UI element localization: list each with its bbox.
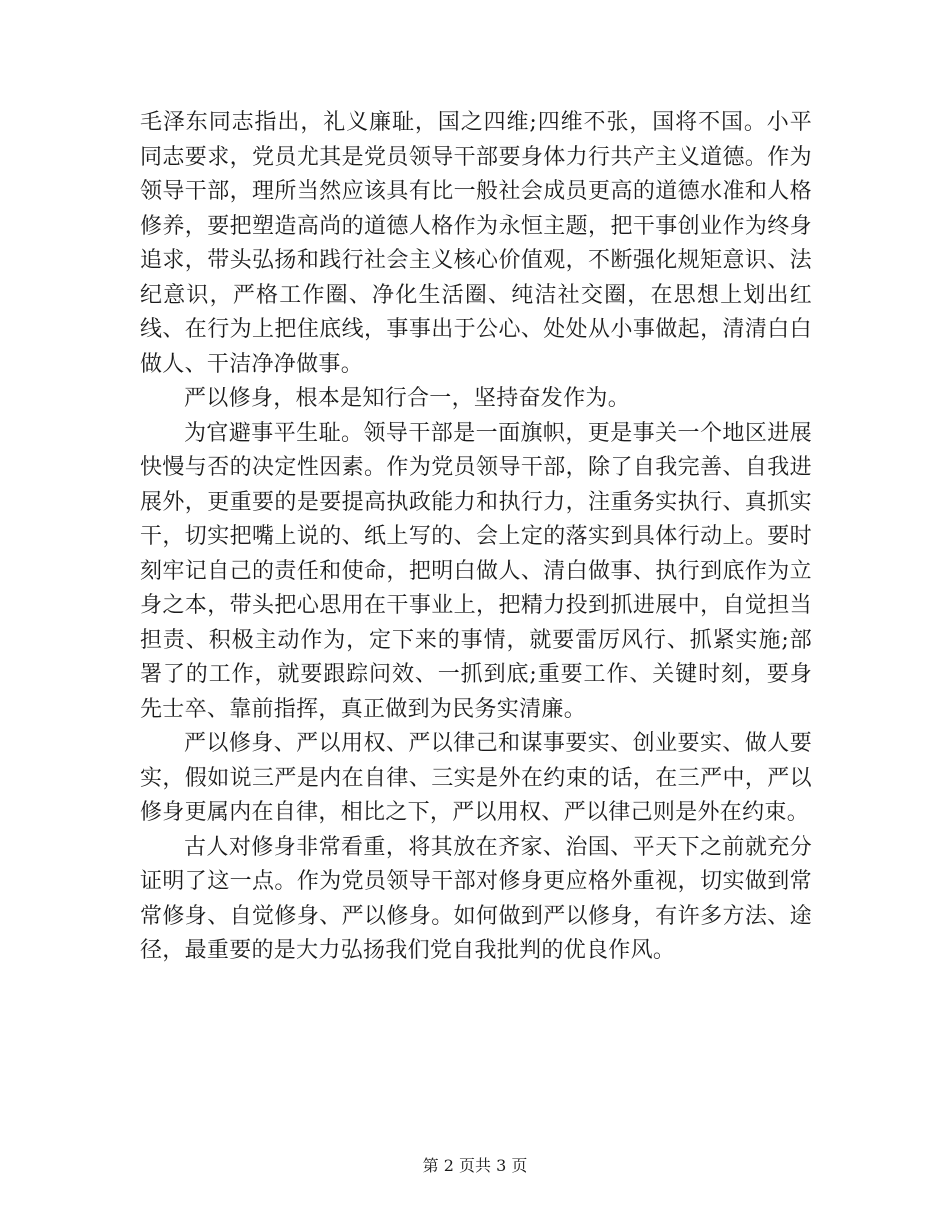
page-number-footer: 第 2 页共 3 页 (422, 1156, 528, 1175)
paragraph-2: 严以修身，根本是知行合一，坚持奋发作为。 (184, 386, 631, 411)
paragraph-4: 严以修身、严以用权、严以律己和谋事要实、创业要实、做人要实，假如说三严是内在自律、三实是外在约束的话，在三严中，严以修身更属内在自律，相比之下，严以用权、严以律己则是外在约束。 (140, 731, 812, 825)
paragraph-3: 为官避事平生耻。领导干部是一面旗帜，更是事关一个地区进展快慢与否的决定性因素。作为党员领导干部，除了自我完善、自我进展外，更重要的是要提高执政能力和执行力，注重务实执行、真抓实干，切实把嘴上说的、纸上写的、会上定的落实到具体行动上。要时刻牢记自己的责任和使命，把明白做人、清白做事、执行到底作为立身之本，带头把心思用在干事业上，把精力投到抓进展中，自觉担当担责、积极主动作为，定下来的事情，就要雷厉风行、抓紧实施;部署了的工作，就要跟踪问效、一抓到底;重要工作、关键时刻，要身先士卒、靠前指挥，真正做到为民务实清廉。 (140, 420, 812, 722)
paragraph-5: 古人对修身非常看重，将其放在齐家、治国、平天下之前就充分证明了这一点。作为党员领导干部对修身更应格外重视，切实做到常常修身、自觉修身、严以修身。如何做到严以修身，有许多方法、途径，最重要的是大力弘扬我们党自我批判的优良作风。 (140, 834, 812, 963)
paragraph-1: 毛泽东同志指出，礼义廉耻，国之四维;四维不张，国将不国。小平同志要求，党员尤其是党员领导干部要身体力行共产主义道德。作为领导干部，理所当然应该具有比一般社会成员更高的道德水准和人格修养，要把塑造高尚的道德人格作为永恒主题，把干事创业作为终身追求，带头弘扬和践行社会主义核心价值观，不断强化规矩意识、法纪意识，严格工作圈、净化生活圈、纯洁社交圈，在思想上划出红线、在行为上把住底线，事事出于公心、处处从小事做起，清清白白做人、干洁净净做事。 (140, 110, 812, 377)
document-body (140, 106, 812, 969)
